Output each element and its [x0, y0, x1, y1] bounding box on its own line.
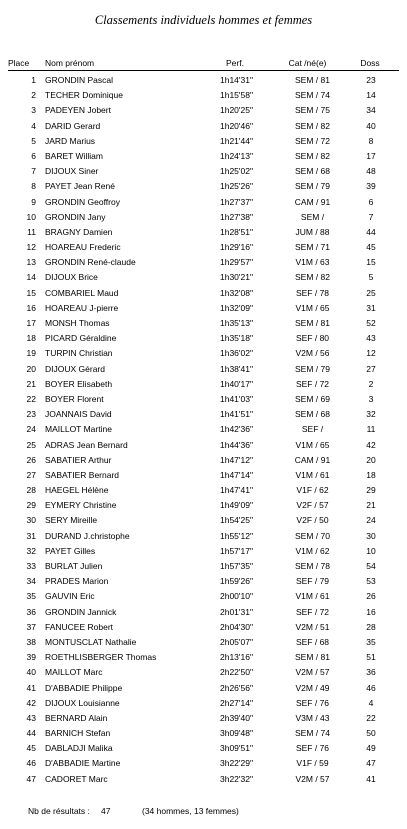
table-row	[0, 513, 407, 528]
rank-cell: 16	[26, 302, 36, 313]
table-row	[0, 711, 407, 726]
category-cell: V1M / 65	[295, 439, 330, 450]
bib-cell: 28	[366, 621, 376, 632]
category-cell: SEF / 72	[295, 606, 330, 617]
table-row	[0, 240, 407, 255]
category-cell: V2M / 49	[295, 682, 330, 693]
bib-cell: 35	[366, 636, 376, 647]
time-cell: 1h41'03"	[219, 393, 253, 404]
rank-cell: 45	[26, 743, 36, 754]
name-cell: PADEYEN Jobert	[45, 105, 111, 116]
time-cell: 1h47'12"	[219, 454, 253, 465]
time-cell: 1h32'08"	[219, 287, 253, 298]
category-cell: CAM / 91	[294, 454, 331, 465]
name-cell: GRONDIN Pascal	[45, 75, 114, 85]
category-cell: V1M / 61	[295, 591, 330, 602]
table-row	[0, 589, 407, 604]
category-cell: SEF / 72	[295, 378, 330, 389]
rank-cell: 46	[26, 758, 36, 769]
time-cell: 1h25'26"	[219, 181, 253, 192]
name-cell: GRONDIN Jannick	[45, 606, 117, 617]
time-cell: 1h40'17"	[219, 378, 253, 389]
name-cell: CADORET Marc	[45, 773, 108, 784]
time-cell: 1h20'46"	[219, 120, 253, 131]
name-cell: TURPIN Christian	[45, 348, 113, 359]
time-cell: 2h01'31"	[219, 606, 253, 617]
bib-cell: 44	[366, 226, 376, 237]
category-cell: SEM / 82	[295, 120, 330, 131]
time-cell: 1h21'44"	[219, 135, 253, 146]
time-cell: 1h49'09"	[219, 500, 253, 511]
bib-cell: 29	[366, 485, 376, 496]
table-row	[0, 270, 407, 285]
rank-cell: 32	[26, 545, 36, 556]
page-title: Classements individuels hommes et femmes	[94, 13, 313, 27]
category-cell: V1M / 65	[295, 302, 330, 313]
name-cell: GAUVIN Eric	[45, 591, 95, 602]
rank-cell: 41	[26, 682, 36, 693]
bib-cell: 10	[366, 545, 376, 556]
bib-cell: 18	[366, 469, 376, 480]
rank-cell: 38	[26, 636, 36, 647]
bib-cell: 41	[366, 773, 376, 784]
name-cell: ROETHLISBERGER Thomas	[45, 652, 157, 663]
bib-cell: 30	[366, 530, 376, 541]
rank-cell: 15	[26, 287, 36, 298]
name-cell: BARET William	[45, 150, 103, 161]
table-row	[0, 741, 407, 756]
rank-cell: 8	[31, 181, 36, 192]
category-cell: SEM / 74	[295, 90, 330, 101]
bib-cell: 49	[366, 743, 376, 754]
table-row	[0, 544, 407, 559]
name-cell: BOYER Elisabeth	[45, 378, 113, 389]
bib-cell: 50	[366, 728, 376, 739]
table-row	[0, 772, 407, 787]
bib-cell: 20	[366, 454, 376, 465]
name-cell: FANUCEE Robert	[45, 621, 114, 632]
table-row	[0, 210, 407, 225]
header-category: Cat /né(e)	[288, 58, 327, 68]
name-cell: DIJOUX Brice	[45, 272, 98, 283]
table-row	[0, 453, 407, 468]
table-row	[0, 103, 407, 118]
category-cell: JUM / 88	[295, 226, 330, 237]
rank-cell: 44	[26, 728, 36, 739]
category-cell: SEM / 70	[295, 530, 330, 541]
category-cell: SEM / 75	[295, 105, 330, 116]
bib-cell: 11	[366, 424, 376, 435]
bib-cell: 2	[368, 378, 374, 389]
results-count: 47	[101, 806, 111, 816]
category-cell: V1M / 62	[295, 545, 330, 556]
name-cell: BURLAT Julien	[45, 561, 103, 571]
table-row	[0, 407, 407, 422]
name-cell: HOAREAU Frederic	[45, 242, 121, 253]
time-cell: 1h44'36"	[219, 439, 253, 450]
table-row	[0, 726, 407, 741]
category-cell: V3M / 43	[295, 712, 330, 723]
rank-cell: 37	[26, 621, 36, 632]
bib-cell: 45	[366, 242, 376, 253]
header-name: Nom prénom	[45, 58, 95, 68]
bib-cell: 51	[366, 652, 376, 663]
rank-cell: 7	[31, 166, 36, 177]
name-cell: HOAREAU J-pierre	[45, 302, 119, 313]
table-row	[0, 134, 407, 149]
rank-cell: 26	[26, 454, 36, 465]
rank-cell: 5	[31, 135, 36, 146]
time-cell: 2h00'10"	[219, 591, 253, 602]
table-row	[0, 316, 407, 331]
bib-cell: 42	[366, 439, 376, 450]
table-row	[0, 149, 407, 164]
bib-cell: 36	[366, 667, 376, 678]
table-row	[0, 635, 407, 650]
rank-cell: 18	[26, 333, 36, 344]
category-cell: SEF / 76	[295, 697, 330, 708]
time-cell: 1h57'35"	[219, 561, 253, 571]
category-cell: V2F / 50	[296, 515, 329, 526]
category-cell: CAM / 91	[294, 196, 331, 207]
category-cell: SEM / 69	[295, 393, 330, 404]
name-cell: BERNARD Alain	[45, 712, 108, 723]
bib-cell: 52	[366, 318, 376, 328]
table-row	[0, 574, 407, 589]
table-row	[0, 529, 407, 544]
time-cell: 1h24'13"	[219, 150, 253, 161]
name-cell: COMBARIEL Maud	[45, 287, 119, 298]
time-cell: 1h14'31"	[219, 75, 253, 85]
name-cell: DURAND J.christophe	[45, 530, 130, 541]
rank-cell: 36	[26, 606, 36, 617]
category-cell: SEF / 80	[295, 333, 330, 344]
name-cell: MONTUSCLAT Nathalie	[45, 636, 137, 647]
table-row	[0, 681, 407, 696]
table-row	[0, 696, 407, 711]
time-cell: 1h20'25"	[219, 105, 253, 116]
name-cell: GRONDIN Jany	[45, 211, 106, 222]
category-cell: SEM / 79	[295, 363, 330, 374]
bib-cell: 32	[366, 409, 376, 420]
table-row	[0, 665, 407, 680]
name-cell: DIJOUX Gérard	[45, 363, 105, 374]
time-cell: 1h27'38"	[219, 211, 253, 222]
bib-cell: 12	[366, 348, 376, 359]
bib-cell: 47	[366, 758, 376, 769]
time-cell: 1h35'18"	[219, 333, 253, 344]
table-row	[0, 438, 407, 453]
table-row	[0, 225, 407, 240]
bib-cell: 22	[366, 712, 376, 723]
header-place: Place	[8, 58, 30, 68]
rank-cell: 25	[26, 439, 36, 450]
name-cell: BARNICH Stefan	[45, 728, 111, 739]
bib-cell: 6	[368, 196, 374, 207]
table-row	[0, 301, 407, 316]
rank-cell: 9	[31, 196, 36, 207]
table-row	[0, 483, 407, 498]
table-row	[0, 377, 407, 392]
rank-cell: 29	[26, 500, 36, 511]
bib-cell: 7	[368, 211, 374, 222]
time-cell: 1h47'41"	[219, 485, 253, 496]
name-cell: D'ABBADIE Martine	[45, 758, 121, 769]
rank-cell: 10	[26, 211, 36, 222]
time-cell: 1h29'16"	[219, 242, 253, 253]
name-cell: GRONDIN Geoffroy	[45, 196, 120, 207]
header-divider	[8, 70, 399, 71]
name-cell: DIJOUX Siner	[45, 166, 99, 177]
rank-cell: 2	[31, 90, 36, 101]
category-cell: SEM / 71	[295, 242, 330, 253]
category-cell: SEF / 76	[295, 743, 330, 754]
category-cell: V2M / 56	[295, 348, 330, 359]
category-cell: SEM / 81	[295, 652, 330, 663]
bib-cell: 23	[366, 75, 376, 85]
time-cell: 1h27'37"	[219, 196, 253, 207]
rank-cell: 11	[27, 226, 36, 237]
time-cell: 1h35'13"	[219, 318, 253, 328]
category-cell: SEF /	[301, 424, 324, 435]
bib-cell: 26	[366, 591, 376, 602]
table-row	[0, 255, 407, 270]
bib-cell: 24	[366, 515, 376, 526]
name-cell: DIJOUX Louisianne	[45, 697, 120, 708]
time-cell: 2h26'56"	[219, 682, 253, 693]
category-cell: SEM / 68	[295, 409, 330, 420]
category-cell: V1F / 59	[296, 758, 329, 769]
table-row	[0, 73, 407, 88]
table-row	[0, 756, 407, 771]
rank-cell: 40	[26, 667, 36, 678]
time-cell: 1h47'14"	[219, 469, 253, 480]
time-cell: 2h05'07"	[219, 636, 253, 647]
name-cell: PRADES Marion	[45, 576, 109, 587]
name-cell: BOYER Florent	[45, 393, 104, 404]
name-cell: HAEGEL Hélène	[45, 485, 109, 496]
time-cell: 1h55'12"	[219, 530, 253, 541]
rank-cell: 20	[26, 363, 36, 374]
bib-cell: 34	[366, 105, 376, 116]
table-row	[0, 392, 407, 407]
results-table	[0, 73, 407, 787]
table-row	[0, 179, 407, 194]
name-cell: SABATIER Arthur	[45, 454, 112, 465]
category-cell: SEM / 74	[295, 728, 330, 739]
name-cell: JOANNAIS David	[45, 409, 112, 420]
category-cell: SEM / 79	[295, 181, 330, 192]
rank-cell: 43	[26, 712, 36, 723]
table-row	[0, 498, 407, 513]
time-cell: 2h27'14"	[219, 697, 253, 708]
rank-cell: 35	[26, 591, 36, 602]
category-cell: SEM /	[300, 211, 325, 222]
category-cell: SEF / 78	[295, 287, 330, 298]
category-cell: SEM / 82	[295, 150, 330, 161]
results-count-label: Nb de résultats :	[28, 806, 90, 816]
name-cell: DABLADJI Malika	[45, 743, 113, 754]
category-cell: V2M / 51	[295, 621, 330, 632]
table-row	[0, 422, 407, 437]
category-cell: SEM / 81	[295, 75, 330, 85]
category-cell: V1F / 62	[296, 485, 329, 496]
bib-cell: 43	[366, 333, 376, 344]
name-cell: PICARD Géraldine	[45, 333, 117, 344]
bib-cell: 54	[366, 561, 376, 571]
time-cell: 3h09'51"	[219, 743, 253, 754]
category-cell: SEM / 82	[295, 272, 330, 283]
time-cell: 2h13'16"	[219, 652, 253, 663]
category-cell: SEM / 78	[295, 561, 330, 571]
time-cell: 1h57'17"	[219, 545, 253, 556]
time-cell: 1h59'26"	[219, 576, 253, 587]
time-cell: 2h22'50"	[219, 667, 253, 678]
time-cell: 1h30'21"	[219, 272, 253, 283]
table-header	[0, 58, 407, 70]
header-perf: Perf.	[226, 58, 244, 68]
name-cell: MONSH Thomas	[45, 318, 110, 328]
name-cell: SABATIER Bernard	[45, 469, 120, 480]
rank-cell: 22	[26, 393, 36, 404]
rank-cell: 13	[26, 257, 36, 268]
rank-cell: 27	[26, 469, 36, 480]
time-cell: 3h09'48"	[219, 728, 253, 739]
bib-cell: 16	[366, 606, 376, 617]
time-cell: 1h29'57"	[219, 257, 253, 268]
time-cell: 3h22'32"	[219, 773, 253, 784]
table-row	[0, 605, 407, 620]
rank-cell: 21	[26, 378, 36, 389]
name-cell: PAYET Jean René	[45, 181, 115, 192]
table-row	[0, 346, 407, 361]
category-cell: V2M / 57	[295, 773, 330, 784]
category-cell: SEF / 79	[295, 576, 330, 587]
time-cell: 1h54'25"	[219, 515, 253, 526]
bib-cell: 8	[368, 135, 374, 146]
rank-cell: 34	[26, 576, 36, 587]
name-cell: MAILLOT Marc	[45, 667, 103, 678]
time-cell: 1h38'41"	[219, 363, 253, 374]
rank-cell: 14	[26, 272, 36, 283]
category-cell: V1M / 61	[295, 469, 330, 480]
category-cell: V2M / 57	[295, 667, 330, 678]
table-row	[0, 650, 407, 665]
bib-cell: 53	[366, 576, 376, 587]
results-breakdown: (34 hommes, 13 femmes)	[142, 806, 239, 816]
time-cell: 1h28'51"	[219, 226, 253, 237]
name-cell: EYMERY Christine	[45, 500, 117, 511]
rank-cell: 3	[31, 105, 36, 116]
rank-cell: 23	[26, 409, 36, 420]
rank-cell: 4	[31, 120, 36, 131]
time-cell: 1h32'09"	[219, 302, 253, 313]
table-row	[0, 620, 407, 635]
bib-cell: 25	[366, 287, 376, 298]
name-cell: GRONDIN René-claude	[45, 257, 136, 268]
time-cell: 1h15'58"	[219, 90, 253, 101]
bib-cell: 40	[366, 120, 376, 131]
name-cell: BRAGNY Damien	[45, 226, 113, 237]
time-cell: 2h04'30"	[219, 621, 253, 632]
bib-cell: 4	[368, 697, 374, 708]
bib-cell: 17	[366, 150, 376, 161]
bib-cell: 15	[366, 257, 376, 268]
rank-cell: 17	[26, 318, 36, 328]
name-cell: JARD Marius	[45, 135, 96, 146]
time-cell: 3h22'29"	[219, 758, 253, 769]
table-row	[0, 331, 407, 346]
name-cell: MAILLOT Martine	[45, 424, 112, 435]
bib-cell: 27	[366, 363, 376, 374]
rank-cell: 31	[26, 530, 36, 541]
rank-cell: 6	[31, 150, 36, 161]
rank-cell: 33	[26, 561, 36, 571]
category-cell: V2F / 57	[296, 500, 329, 511]
table-row	[0, 559, 407, 574]
rank-cell: 30	[26, 515, 36, 526]
category-cell: SEF / 68	[295, 636, 330, 647]
bib-cell: 3	[368, 393, 374, 404]
bib-cell: 31	[366, 302, 376, 313]
rank-cell: 39	[26, 652, 36, 663]
table-row	[0, 195, 407, 210]
time-cell: 1h41'51"	[219, 409, 253, 420]
category-cell: SEM / 72	[295, 135, 330, 146]
rank-cell: 47	[26, 773, 36, 784]
rank-cell: 12	[26, 242, 36, 253]
time-cell: 1h25'02"	[219, 166, 253, 177]
name-cell: D'ABBADIE Philippe	[45, 682, 123, 693]
name-cell: PAYET Gilles	[45, 545, 96, 556]
bib-cell: 5	[368, 272, 374, 283]
table-row	[0, 286, 407, 301]
table-row	[0, 164, 407, 179]
bib-cell: 14	[366, 90, 376, 101]
table-row	[0, 119, 407, 134]
time-cell: 1h42'36"	[219, 424, 253, 435]
table-row	[0, 362, 407, 377]
bib-cell: 21	[366, 500, 376, 511]
name-cell: TECHER Dominique	[45, 90, 123, 101]
header-bib: Doss	[360, 58, 380, 68]
name-cell: ADRAS Jean Bernard	[45, 439, 128, 450]
category-cell: SEM / 81	[295, 318, 330, 328]
rank-cell: 19	[26, 348, 36, 359]
table-row	[0, 468, 407, 483]
name-cell: DARID Gerard	[45, 120, 101, 131]
category-cell: SEM / 68	[295, 166, 330, 177]
name-cell: SERY Mireille	[45, 515, 98, 526]
category-cell: V1M / 63	[295, 257, 330, 268]
rank-cell: 24	[26, 424, 36, 435]
bib-cell: 46	[366, 682, 376, 693]
rank-cell: 42	[26, 697, 36, 708]
time-cell: 2h39'40"	[219, 712, 253, 723]
rank-cell: 28	[26, 485, 36, 496]
rank-cell: 1	[31, 75, 36, 85]
table-row	[0, 88, 407, 103]
bib-cell: 48	[366, 166, 376, 177]
bib-cell: 39	[366, 181, 376, 192]
time-cell: 1h36'02"	[219, 348, 253, 359]
